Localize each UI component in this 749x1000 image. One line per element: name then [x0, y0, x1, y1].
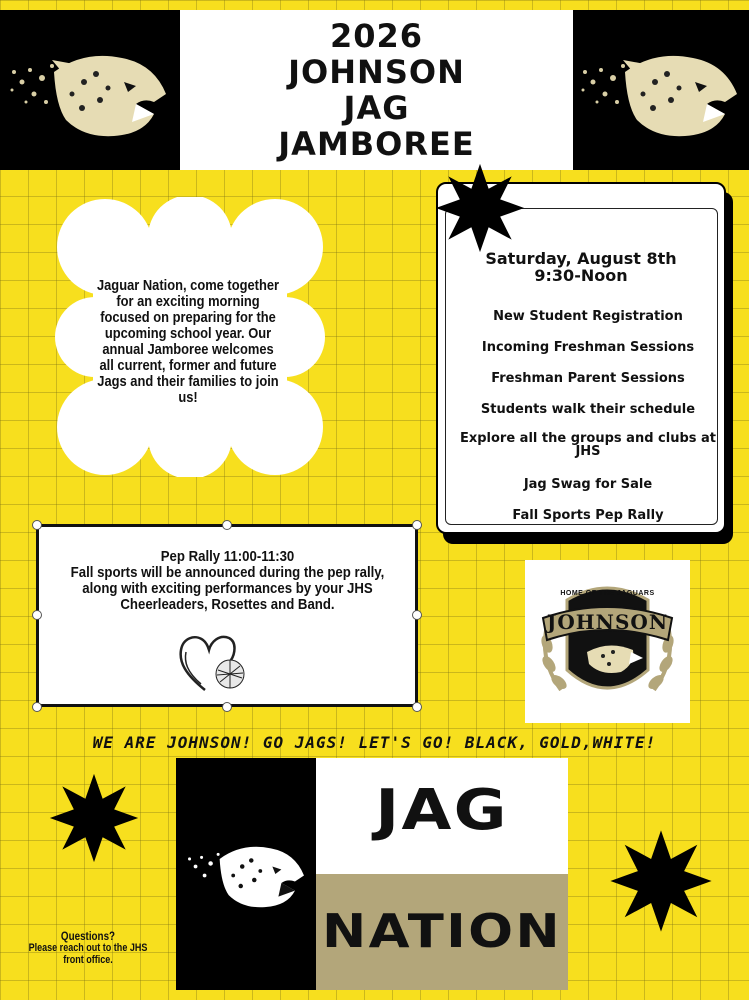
questions-heading: Questions? — [60, 929, 116, 943]
jaguar-head-icon — [182, 830, 310, 918]
nation-word: NATION — [322, 904, 562, 958]
questions-note — [22, 930, 153, 966]
schedule-item: Jag Swag for Sale — [523, 477, 653, 492]
schedule-item: Freshman Parent Sessions — [491, 371, 685, 386]
selection-handle — [32, 702, 42, 712]
schedule-time: 9:30-Noon — [534, 266, 628, 285]
schedule-item: Students walk their schedule — [480, 402, 696, 417]
selection-handle — [412, 520, 422, 530]
selection-handle — [222, 702, 232, 712]
event-title — [180, 10, 573, 170]
schedule-item: Incoming Freshman Sessions — [481, 340, 695, 355]
jag-word: JAG — [375, 778, 509, 843]
schedule-item: Fall Sports Pep Rally — [512, 508, 664, 523]
title-line-year: 2026 — [329, 17, 424, 55]
intro-text: Jaguar Nation, come together for an exciting morning focused on preparing for the upcoming school year. Our annual Jamboree welcomes all current, former and future Jags and their families to join us! — [96, 277, 280, 406]
title-line-jag: JAG — [343, 89, 410, 127]
johnson-jaguars-crest — [525, 560, 690, 723]
selection-handle — [412, 610, 422, 620]
jaguar-head-icon — [4, 42, 174, 142]
heart-icon — [175, 628, 255, 698]
pep-rally-description: Fall sports will be announced during the pep rally, along with exciting performances by your JHS Cheerleaders, Rosettes and Band. — [70, 564, 385, 613]
selection-handle — [412, 702, 422, 712]
title-line-jamboree: JAMBOREE — [278, 125, 475, 163]
jaguar-head-icon — [575, 42, 745, 142]
starburst-icon — [606, 826, 716, 936]
schedule-item: New Student Registration — [493, 309, 683, 324]
crest-top-text: HOME OF THE JAGUARS — [560, 590, 655, 597]
pep-rally-heading: Pep Rally 11:00-11:30 — [160, 548, 295, 565]
schedule-item: Explore all the groups and clubs at JHS — [459, 431, 717, 459]
selection-handle — [32, 520, 42, 530]
pom-pom-icon — [216, 660, 244, 688]
school-slogan: WE ARE JOHNSON! GO JAGS! LET'S GO! BLACK, GOLD,WHITE! — [92, 733, 657, 752]
pep-rally-text — [63, 549, 393, 613]
crest-name: JOHNSON — [546, 610, 669, 634]
heart-pompom-graphic — [175, 628, 255, 698]
starburst-icon — [432, 160, 528, 256]
selection-handle — [32, 610, 42, 620]
schedule-date: Saturday, August 8th — [485, 249, 677, 268]
selection-handle — [222, 520, 232, 530]
questions-contact: Please reach out to the JHS front office. — [28, 942, 148, 966]
starburst-icon — [46, 770, 142, 866]
title-line-school: JOHNSON — [288, 53, 465, 91]
